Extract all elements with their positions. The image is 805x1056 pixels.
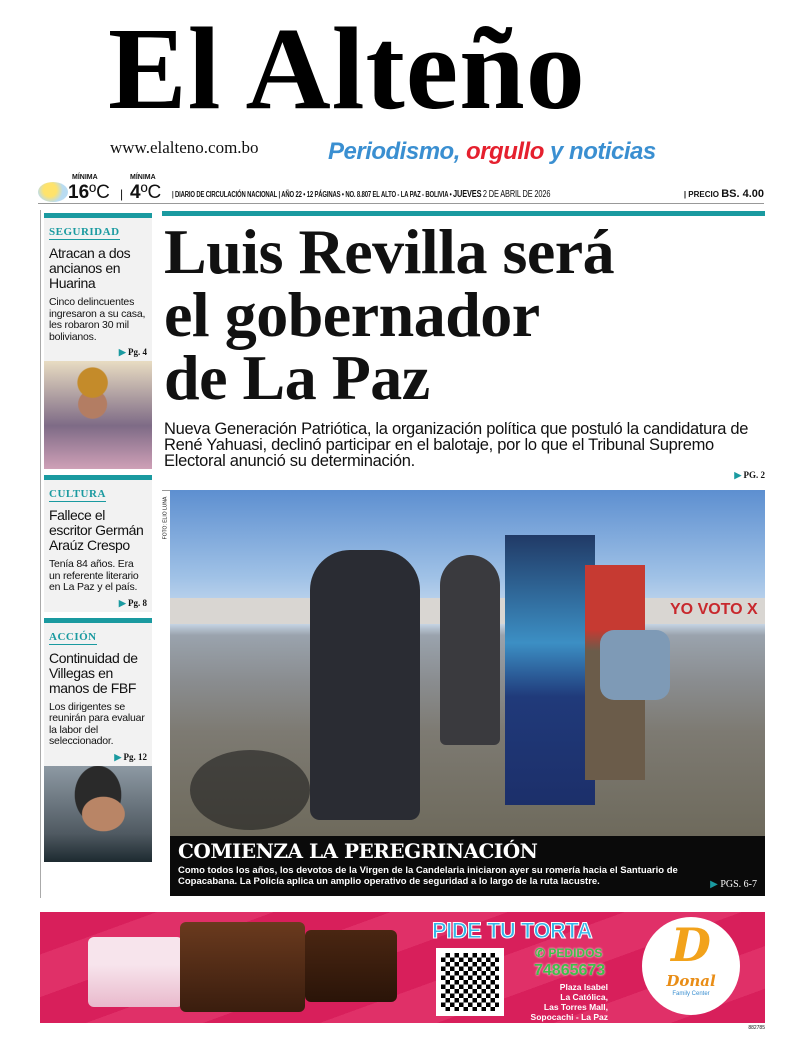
pilgrim [505, 535, 595, 805]
photo-credit-text: FOTO: ELIO LUNA [162, 496, 169, 540]
ad-title: PIDE TU TORTA [432, 918, 593, 943]
pilgrim [440, 555, 500, 745]
accent-bar [44, 475, 152, 480]
cake-image [305, 930, 397, 1002]
story-category: SEGURIDAD [49, 226, 120, 238]
arrow-icon: ▶ [734, 470, 744, 480]
edition-date: 2 DE ABRIL DE 2026 [482, 189, 551, 200]
story-headline[interactable]: Atracan a dos ancianos en Huarina [49, 245, 131, 291]
advertisement-donal[interactable] [40, 912, 765, 1023]
sidebar [44, 213, 152, 862]
brand-name: Donal [666, 972, 716, 990]
page-number: Pg. 8 [128, 597, 147, 608]
accent-bar [44, 618, 152, 623]
pilgrim [310, 550, 420, 820]
divider: | [120, 187, 124, 201]
whatsapp-icon: ✆ [535, 946, 549, 960]
story-headline[interactable]: Fallece el escritor Germán Araúz Crespo [49, 507, 144, 553]
story-summary: Tenía 84 años. Era un referente literario en La Paz y el país. [49, 558, 139, 593]
slogan-part: orgullo [466, 138, 544, 165]
photo-credit [162, 490, 170, 836]
page-ref [49, 598, 147, 609]
website-url[interactable]: www.elalteno.com.bo [110, 138, 259, 157]
headline-line: de La Paz [164, 342, 430, 413]
orders-text: PEDIDOS [548, 946, 603, 960]
donal-logo [642, 917, 740, 1015]
address-line: Las Torres Mall, [543, 1002, 608, 1012]
page-number: Pg. 12 [123, 751, 147, 762]
caption-title[interactable]: COMIENZA LA PEREGRINACIÓN [178, 839, 538, 863]
phone-number[interactable]: 74865673 [534, 962, 606, 979]
address-line: La Católica, [560, 992, 608, 1002]
page-number: Pg. 4 [128, 347, 147, 357]
arrow-icon: ▶ [710, 879, 721, 890]
edition-info [172, 189, 550, 201]
ad-code: 882785 [748, 1025, 765, 1031]
sidebar-story-cultura[interactable] [44, 475, 152, 612]
price-value: BS. 4.00 [721, 188, 764, 200]
lead-headline[interactable] [164, 216, 765, 413]
price-label: | PRECIO [683, 190, 719, 199]
wall-text: YO VOTO X [670, 601, 758, 618]
lead-photo-pilgrims [170, 490, 765, 836]
orders-label [535, 946, 602, 960]
lead-story [164, 216, 765, 481]
price [684, 188, 764, 201]
caption-text: Como todos los años, los devotos de la Virgen de la Candelaria iniciaron ayer su romería hacia el Santuario de Copacabana. La Policía aplica un amplio operativo de seguridad a lo largo de la ruta lacustre. [178, 865, 678, 887]
story-headline[interactable]: Continuidad de Villegas en manos de FBF [49, 649, 138, 696]
story-category: CULTURA [49, 488, 106, 500]
brand-sub: Family Center [672, 991, 710, 997]
temp-value [130, 183, 161, 203]
lead-deck: Nueva Generación Patriótica, la organización política que postuló la candidatura de René Yahuasi, declinó participar en el balotaje, por lo que el Tribunal Supremo Electoral anunció su determinación. [164, 420, 749, 470]
backpack-icon [600, 630, 670, 700]
info-strip [38, 174, 764, 204]
headline-line: el gobernador [164, 279, 540, 350]
temp-label: MÍNIMA [72, 174, 98, 181]
story-summary: Cinco delincuentes ingresaron a su casa, les robaron 30 mil bolivianos. [49, 296, 146, 343]
page-ref [49, 347, 147, 358]
temp-value [68, 183, 110, 203]
page-number: PG. 2 [743, 470, 765, 480]
page-ref [164, 470, 765, 481]
story-photo-elderly-woman [44, 361, 152, 469]
masthead-logo: El Alteño [108, 3, 586, 134]
sidebar-story-seguridad[interactable] [44, 213, 152, 469]
ad-address [510, 982, 608, 1022]
temp-unit: ºC [140, 182, 162, 203]
qr-pattern [441, 953, 499, 1011]
page-number: PGS. 6-7 [720, 879, 757, 890]
arrow-icon: ▶ [114, 751, 124, 762]
story-category: ACCIÓN [49, 630, 97, 643]
headline-line: Luis Revilla será [164, 216, 615, 287]
slogan-part: y noticias [543, 138, 656, 165]
slogan [328, 138, 656, 166]
address-line: Plaza Isabel [559, 982, 608, 992]
temp-number: 16 [68, 182, 90, 203]
edition-day: JUEVES [453, 189, 482, 200]
weather-sun-icon [38, 182, 68, 202]
logo-letter: D [671, 918, 711, 972]
story-photo-coach [44, 766, 152, 862]
address-line: Sopocachi - La Paz [530, 1012, 608, 1022]
cake-image [180, 922, 305, 1012]
shadow [190, 750, 310, 830]
page-ref [710, 879, 757, 891]
arrow-icon: ▶ [118, 347, 128, 357]
column-divider [40, 210, 41, 898]
story-summary: Los dirigentes se reunirán para evaluar la labor del seleccionador. [49, 700, 145, 747]
page-ref [49, 752, 147, 763]
edition-text: | DIARIO DE CIRCULACIÓN NACIONAL | AÑO 22 • 12 PÁGINAS • NO. 8.807 EL ALTO - LA PAZ - BOLIVIA • [172, 190, 452, 199]
temp-label: MÍNIMA [130, 174, 156, 181]
temp-number: 4 [130, 182, 141, 203]
cake-image [88, 937, 183, 1007]
sidebar-story-accion[interactable] [44, 618, 152, 862]
slogan-part: Periodismo, [328, 138, 467, 165]
arrow-icon: ▶ [118, 597, 128, 608]
qr-code[interactable] [436, 948, 504, 1016]
photo-caption [170, 836, 765, 896]
accent-bar [44, 213, 152, 218]
temp-unit: ºC [89, 182, 110, 203]
